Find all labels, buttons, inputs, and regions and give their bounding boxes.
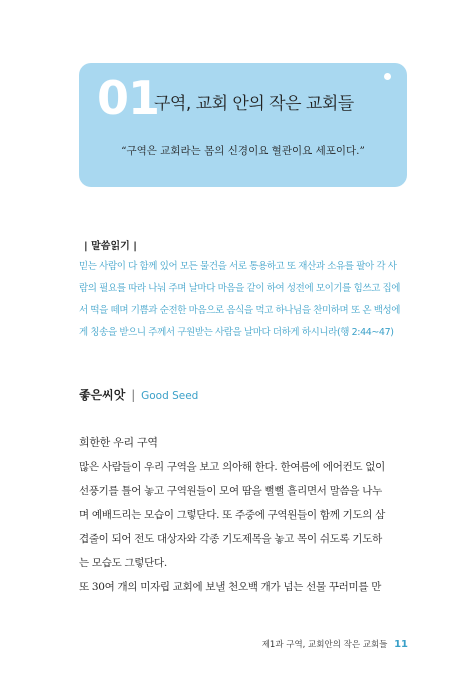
chapter-title-box	[79, 63, 407, 187]
scripture-line: 람의 필요를 따라 나눠 주며 날마다 마음을 같이 하여 성전에 모이기를 힘쓰고 집에	[79, 283, 401, 294]
body-line: 겹줄이 되어 전도 대상자와 각종 기도제목을 놓고 목이 쉬도록 기도하	[79, 533, 382, 545]
body-line: 많은 사람들이 우리 구역을 보고 의아해 한다. 한여름에 에어컨도 없이	[79, 461, 385, 473]
scripture-heading: | 말씀읽기 |	[84, 241, 137, 252]
page-number: 11	[394, 639, 408, 650]
section-heading	[79, 386, 198, 403]
chapter-title: 구역, 교회 안의 작은 교회들	[154, 94, 354, 114]
scripture-line: 서 떡을 떼며 기쁨과 순전한 마음으로 음식을 먹고 하나님을 찬미하며 또 온 백성에	[79, 305, 401, 316]
section-title-korean: 좋은씨앗	[79, 388, 126, 402]
section-title-english: Good Seed	[141, 390, 199, 402]
body-line: 며 예배드리는 모습이 그렇단다. 또 주중에 구역원들이 함께 기도의 삼	[79, 509, 385, 521]
scripture-line: 믿는 사람이 다 함께 있어 모든 물건을 서로 통용하고 또 재산과 소유를 팔아 각 사	[79, 261, 397, 272]
body-line: 또 30여 개의 미자립 교회에 보낼 천오백 개가 넘는 선물 꾸러미를 만	[79, 581, 382, 593]
body-subheading: 희한한 우리 구역	[79, 436, 158, 449]
scripture-passage	[79, 256, 409, 344]
footer-text: 제1과 구역, 교회안의 작은 교회들	[261, 640, 388, 650]
scripture-line: 게 칭송을 받으니 주께서 구원받는 사람을 날마다 더하게 하시니라(행 2:44~47)	[79, 327, 394, 338]
body-text	[79, 431, 409, 599]
chapter-number: 01	[97, 71, 160, 125]
section-separator: |	[131, 388, 136, 402]
chapter-quote: “구역은 교회라는 몸의 신경이요 혈관이요 세포이다.”	[121, 145, 365, 157]
body-line: 는 모습도 그렇단다.	[79, 557, 167, 569]
page-footer	[262, 638, 408, 650]
decorative-dot	[384, 73, 391, 80]
body-line: 선풍기를 틀어 놓고 구역원들이 모여 땀을 뻘뻘 흘리면서 말씀을 나누	[79, 485, 382, 497]
